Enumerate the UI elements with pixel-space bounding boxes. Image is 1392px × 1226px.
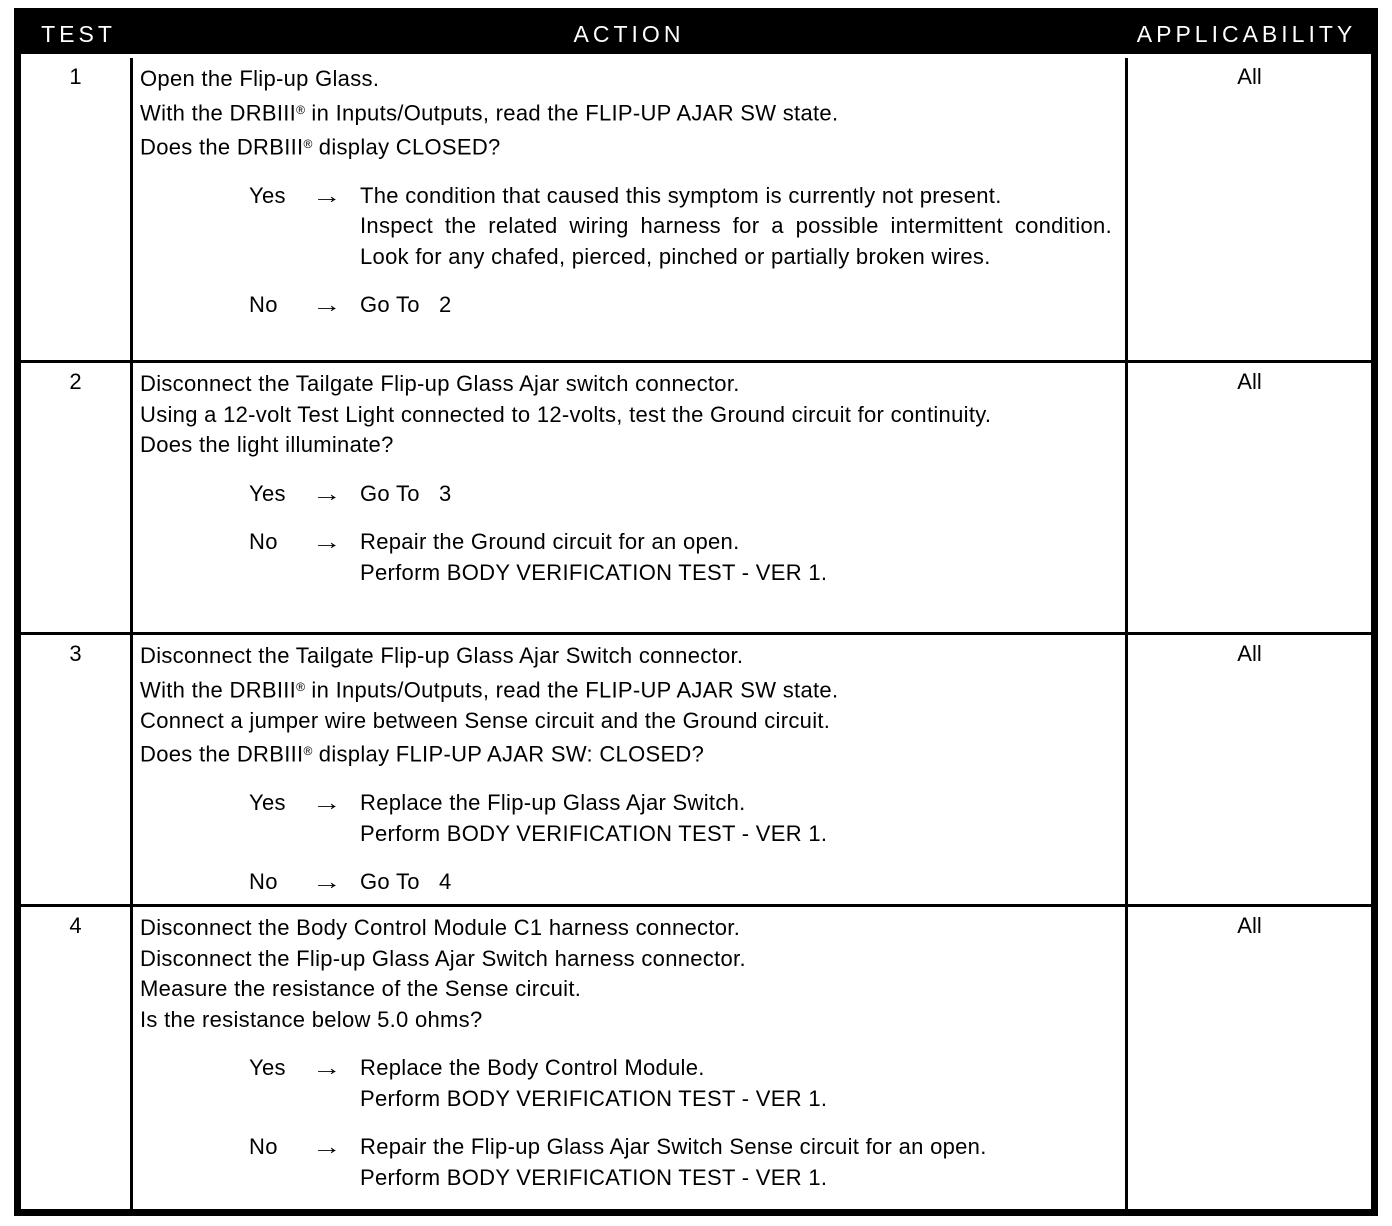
branch-label: Yes xyxy=(249,480,286,506)
arrow-right-icon: → xyxy=(312,292,343,318)
applicability-cell xyxy=(1125,363,1371,632)
action-statement: Disconnect the Tailgate Flip-up Glass Ajar Switch connector. xyxy=(140,643,744,668)
branch-indent xyxy=(140,1132,249,1193)
test-number-cell xyxy=(21,907,133,1209)
diagnostic-test-table xyxy=(14,8,1378,1216)
column-header-applicability: APPLICABILITY xyxy=(1136,21,1357,47)
action-statement: Does the light illuminate? xyxy=(140,432,394,457)
branch-result-line: Perform BODY VERIFICATION TEST - VER 1. xyxy=(360,559,828,585)
branch-indent xyxy=(140,867,249,898)
test-number: 4 xyxy=(69,913,82,938)
branch-no xyxy=(140,1132,1112,1193)
branch-label: Yes xyxy=(249,182,286,208)
test-number: 3 xyxy=(69,641,82,666)
branch-result-line: Inspect the related wiring harness for a possible intermittent condition. Look for any chafed, pierced, pinched or partially broken wires. xyxy=(360,213,1119,269)
branch-indent xyxy=(140,479,249,510)
test-row-3 xyxy=(21,632,1371,904)
branch-indent xyxy=(140,1053,249,1114)
branch-result xyxy=(360,290,1112,321)
branch-label: Yes xyxy=(249,790,286,816)
column-header-action: ACTION xyxy=(573,21,685,47)
table-header-row xyxy=(21,15,1371,54)
arrow-right-icon: → xyxy=(312,869,343,895)
branch-result xyxy=(360,867,1112,898)
branch-result-line: Go To 3 xyxy=(360,480,452,506)
branch-yes xyxy=(140,788,1112,849)
branch-result-line: Perform BODY VERIFICATION TEST - VER 1. xyxy=(360,1085,828,1111)
branch-result xyxy=(360,1053,1112,1114)
applicability-value: All xyxy=(1237,369,1262,394)
action-statement: Open the Flip-up Glass. xyxy=(140,66,380,91)
applicability-cell xyxy=(1125,58,1371,360)
branch-no xyxy=(140,867,1112,898)
branch-result-line: Go To 2 xyxy=(360,292,452,318)
arrow-right-icon: → xyxy=(312,1055,343,1080)
test-number-cell xyxy=(21,58,133,360)
test-row-1 xyxy=(21,58,1371,360)
branch-result xyxy=(360,788,1112,849)
branch-result-line: Go To 4 xyxy=(360,869,452,895)
branch-label: Yes xyxy=(249,1055,286,1080)
arrow-right-icon: → xyxy=(312,1134,343,1159)
applicability-value: All xyxy=(1237,64,1262,89)
column-header-test: TEST xyxy=(41,21,116,47)
arrow-right-icon: → xyxy=(312,480,343,506)
branch-result xyxy=(360,181,1119,273)
arrow-right-icon: → xyxy=(312,182,343,208)
branch-indent xyxy=(140,181,249,273)
test-number-cell xyxy=(21,363,133,632)
branch-no xyxy=(140,527,1112,588)
action-cell xyxy=(133,635,1125,904)
applicability-value: All xyxy=(1237,641,1262,666)
action-statements xyxy=(140,64,1112,163)
action-statements xyxy=(140,641,1112,770)
branch-result-line: Repair the Flip-up Glass Ajar Switch Sense circuit for an open. xyxy=(360,1134,987,1159)
branch-indent xyxy=(140,788,249,849)
branch-yes xyxy=(140,181,1119,273)
branch-indent xyxy=(140,290,249,321)
action-statement: Disconnect the Flip-up Glass Ajar Switch harness connector. xyxy=(140,945,746,971)
test-number: 2 xyxy=(69,369,82,394)
action-statement: Using a 12-volt Test Light connected to 12-volts, test the Ground circuit for continuity. xyxy=(140,401,992,427)
table-body xyxy=(21,54,1371,1209)
action-statement: Disconnect the Body Control Module C1 harness connector. xyxy=(140,915,741,940)
branch-label: No xyxy=(249,1134,278,1159)
branch-label: No xyxy=(249,529,278,554)
test-row-4 xyxy=(21,904,1371,1209)
action-cell xyxy=(133,907,1125,1209)
action-statement: Measure the resistance of the Sense circuit. xyxy=(140,976,582,1001)
branch-label: No xyxy=(249,292,278,318)
action-statements xyxy=(140,369,1112,461)
branch-result xyxy=(360,527,1112,588)
applicability-cell xyxy=(1125,907,1371,1209)
branch-yes xyxy=(140,1053,1112,1114)
test-number-cell xyxy=(21,635,133,904)
action-statement: Does the DRBIII® display CLOSED? xyxy=(140,134,501,160)
branch-result-line: Perform BODY VERIFICATION TEST - VER 1. xyxy=(360,820,828,846)
branch-no xyxy=(140,290,1112,321)
action-cell xyxy=(133,58,1125,360)
branch-result xyxy=(360,479,1112,510)
action-statement: Connect a jumper wire between Sense circuit and the Ground circuit. xyxy=(140,707,831,733)
branch-indent xyxy=(140,527,249,588)
branch-label: No xyxy=(249,869,278,895)
action-statement: Does the DRBIII® display FLIP-UP AJAR SW: CLOSED? xyxy=(140,741,705,767)
test-number: 1 xyxy=(69,64,82,89)
applicability-value: All xyxy=(1237,913,1262,938)
branch-yes xyxy=(140,479,1112,510)
arrow-right-icon: → xyxy=(312,790,343,816)
action-statement: With the DRBIII® in Inputs/Outputs, read the FLIP-UP AJAR SW state. xyxy=(140,100,839,126)
branch-result-line: The condition that caused this symptom is currently not present. xyxy=(360,182,1002,208)
branch-result-line: Perform BODY VERIFICATION TEST - VER 1. xyxy=(360,1164,828,1190)
branch-result-line: Repair the Ground circuit for an open. xyxy=(360,529,740,554)
action-cell xyxy=(133,363,1125,632)
action-statements xyxy=(140,913,1112,1035)
action-statement: Is the resistance below 5.0 ohms? xyxy=(140,1006,483,1032)
action-statement: Disconnect the Tailgate Flip-up Glass Ajar switch connector. xyxy=(140,371,740,396)
action-statement: With the DRBIII® in Inputs/Outputs, read the FLIP-UP AJAR SW state. xyxy=(140,677,839,703)
arrow-right-icon: → xyxy=(312,529,343,554)
applicability-cell xyxy=(1125,635,1371,904)
test-row-2 xyxy=(21,360,1371,632)
branch-result-line: Replace the Flip-up Glass Ajar Switch. xyxy=(360,790,746,816)
branch-result xyxy=(360,1132,1112,1193)
branch-result-line: Replace the Body Control Module. xyxy=(360,1055,705,1080)
